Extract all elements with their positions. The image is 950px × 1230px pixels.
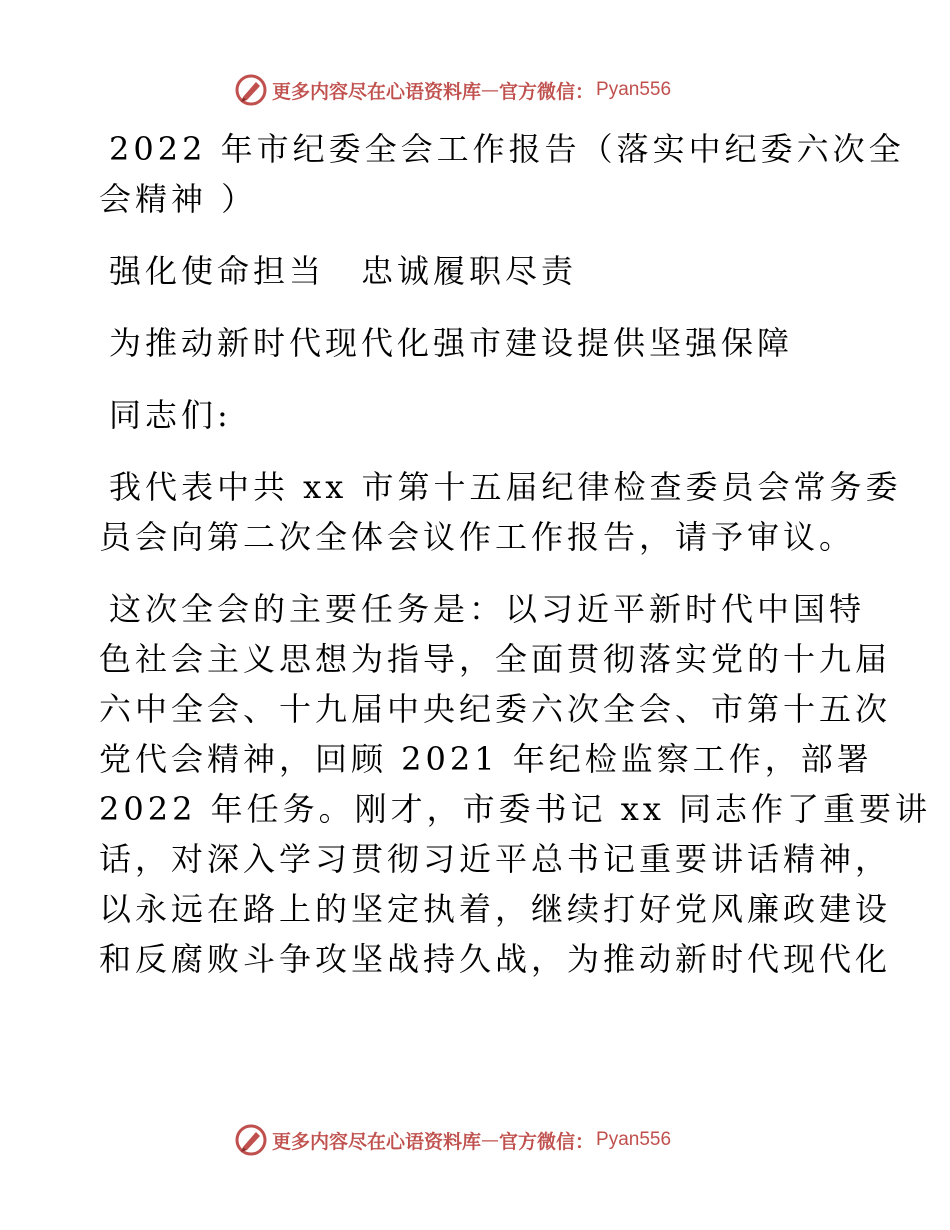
- watermark-brand: 更多内容尽在心语资料库: [272, 1130, 482, 1153]
- watermark-dash: —: [481, 1129, 500, 1151]
- paragraph-2-line: 六中全会、十九届中央纪委六次全会、市第十五次: [99, 690, 892, 728]
- footer-watermark: [234, 1122, 671, 1158]
- watermark-official-label: 官方微信：: [499, 1130, 595, 1153]
- paragraph-2-line: 2022 年任务。刚才，市委书记 xx 同志作了重要讲: [99, 790, 932, 828]
- paragraph-2-line: 这次全会的主要任务是：以习近平新时代中国特: [109, 590, 866, 628]
- paragraph-1-line: 员会向第二次全体会议作工作报告，请予审议。: [99, 518, 856, 556]
- paragraph-2-line: 色社会主义思想为指导，全面贯彻落实党的十九届: [99, 640, 892, 678]
- document-subtitle-1: 强化使命担当 忠诚履职尽责: [109, 252, 578, 290]
- salutation: 同志们:: [109, 396, 232, 434]
- paragraph-2-line: 党代会精神，回顾 2021 年纪检监察工作，部署: [99, 740, 873, 778]
- document-subtitle-2: 为推动新时代现代化强市建设提供坚强保障: [109, 324, 794, 362]
- watermark-official-label: 官方微信：: [499, 80, 595, 103]
- watermark-brand: 更多内容尽在心语资料库: [272, 80, 482, 103]
- pen-logo-icon: [234, 1123, 268, 1157]
- watermark-account: Pyan556: [596, 1129, 672, 1150]
- document-body: [99, 124, 932, 984]
- pen-logo-icon: [234, 73, 268, 107]
- paragraph-1-line: 我代表中共 xx 市第十五届纪律检查委员会常务委: [109, 468, 902, 506]
- watermark-account: Pyan556: [596, 79, 672, 100]
- header-watermark: [234, 72, 671, 108]
- paragraph-2-line: 话，对深入学习贯彻习近平总书记重要讲话精神，: [99, 840, 892, 878]
- paragraph-2-line: 以永远在路上的坚定执着，继续打好党风廉政建设: [99, 890, 892, 928]
- paragraph-2-line: 和反腐败斗争攻坚战持久战，为推动新时代现代化: [99, 940, 892, 978]
- document-title-line-1: 2022 年市纪委全会工作报告（落实中纪委六次全: [109, 130, 905, 168]
- watermark-dash: —: [481, 79, 500, 101]
- document-title-line-2: 会精神 ）: [99, 180, 258, 218]
